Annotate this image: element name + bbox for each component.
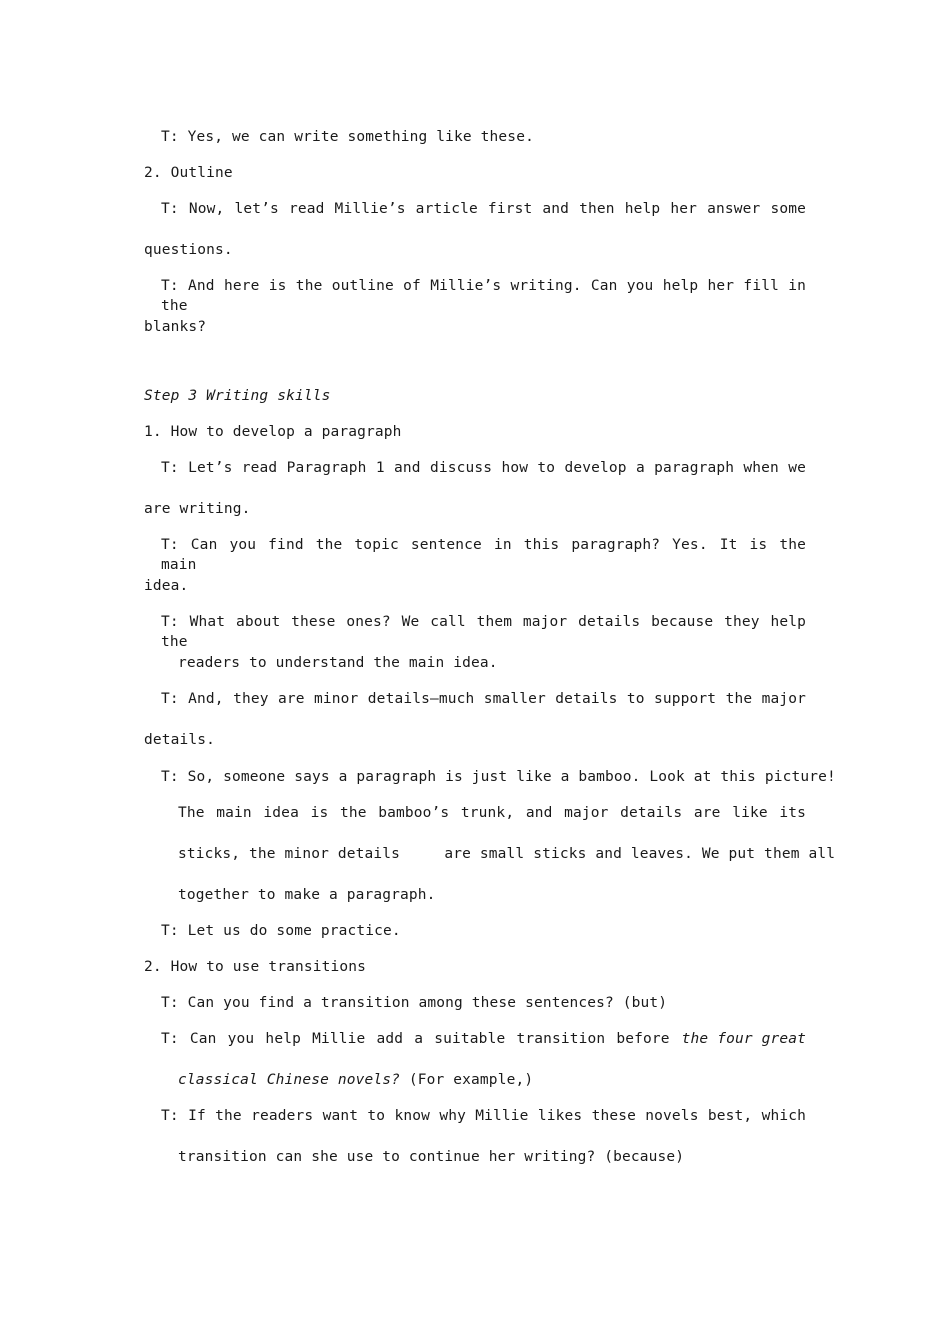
text-line: T: So, someone says a paragraph is just like a bamboo. Look at this picture! [161, 769, 836, 785]
text-segment: T: Can you help Millie add a suitable transition before [161, 1031, 670, 1047]
text-line: The main idea is the bamboo’s trunk, and major details are like its [178, 805, 806, 821]
text-line: together to make a paragraph. [178, 887, 436, 903]
step-heading: Step 3 Writing skills [144, 388, 331, 404]
text-line: T: And, they are minor details—much smaller details to support the major [161, 691, 806, 707]
text-line: readers to understand the main idea. [178, 655, 498, 671]
text-line: T: Let us do some practice. [161, 923, 401, 939]
text-line-mixed [178, 1070, 533, 1090]
text-line: T: Can you find a transition among these sentences? (but) [161, 995, 668, 1011]
text-line: T: Yes, we can write something like these. [161, 129, 534, 145]
text-line: T: Let’s read Paragraph 1 and discuss how to develop a paragraph when we [161, 460, 806, 476]
text-line: T: And here is the outline of Millie’s writing. Can you help her fill in the [161, 278, 806, 314]
text-segment: (For example,) [408, 1072, 534, 1088]
italic-segment: the four great [681, 1031, 806, 1047]
section-heading: 1. How to develop a paragraph [144, 424, 402, 440]
text-line: T: Can you find the topic sentence in this paragraph? Yes. It is the main [161, 537, 806, 573]
text-line: blanks? [144, 319, 207, 335]
text-line: details. [144, 732, 216, 748]
text-line: T: Now, let’s read Millie’s article first and then help her answer some [161, 201, 806, 217]
section-heading: 2. Outline [144, 165, 233, 181]
text-line: transition can she use to continue her writing? (because) [178, 1149, 685, 1165]
text-line: sticks, the minor details are small sticks and leaves. We put them all [178, 846, 836, 862]
text-line-mixed [161, 1029, 806, 1049]
text-line: T: If the readers want to know why Millie likes these novels best, which [161, 1108, 806, 1124]
text-line: are writing. [144, 501, 251, 517]
italic-segment: classical Chinese novels? [178, 1072, 400, 1088]
text-line: T: What about these ones? We call them major details because they help the [161, 614, 806, 650]
text-line: questions. [144, 242, 233, 258]
text-line: idea. [144, 578, 189, 594]
section-heading: 2. How to use transitions [144, 959, 366, 975]
